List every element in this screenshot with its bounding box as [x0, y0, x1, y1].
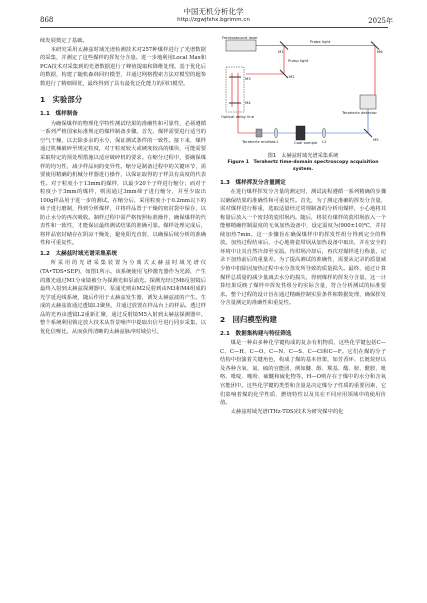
section-heading-1: 1 实验部分 [40, 95, 83, 105]
subsection-heading-1-3: 1.3 煤样挥发分含量测定 [220, 179, 286, 186]
left-column [40, 37, 206, 336]
thz-tds-paragraph: 太赫兹时域光谱(THz-TDS)技术为研究煤中的化 [230, 408, 344, 415]
figure-1-diagram [220, 37, 386, 153]
subsection-heading-1-2: 1.2 太赫兹时域光谱采集系统 [40, 250, 118, 257]
label-m4: M4 [245, 100, 251, 105]
page-number: 868 [40, 16, 54, 24]
journal-url[interactable]: http://zgwjfxhx.bgrimm.cn [177, 17, 250, 23]
section-heading-2: 2 回归模型构建 [220, 314, 277, 324]
label-m1: M1 [278, 49, 284, 54]
label-delay: Optical delay line [221, 114, 255, 119]
intro-paragraph: 本研究采用太赫兹时域光谱检测技术对257种煤样进行了光谱数据的采集，并测定了这些煤样的挥发分含量。进一步地利用Local Max和PCA技术对采集到的光谱数据进行了峰值提取和降维处理。基于优化后的数据，构建了随机森林回归模型，并通过网格搜索方法对模型的超参数进行了精细调优，最终得到了具有最优泛化能力的回归模型。 [40, 46, 206, 87]
journal-title: 中国无机分析化学 [183, 7, 244, 16]
running-header [0, 6, 427, 36]
l2-lens [322, 128, 325, 138]
label-laser: Femtosecond laser [222, 35, 258, 40]
continued-paragraph: 续发展奠定了基础。 [40, 38, 88, 44]
subsection-heading-1-1: 1.1 煤样制备 [40, 111, 78, 118]
acquisition-system-paragraph: 所采用的光谱采集装置为分离式太赫兹时域光谱仪(TA•TDS•SEP)，如图1所示。该系统使用飞秒激光器作为光源，产生的激光通过M1分束镜被分为探测光和泵浦光。探测光经过M6反射镜后最终入射到太赫兹探测器中。泵浦光则由M2反射到由M3和M4组成的光学延迟线系统，随后作用于太赫兹发生器，诱发太赫兹波的产生。生成的太赫兹波通过透镜L1聚焦，并通过放置在样品台上的样品。透过样品的光再由透镜L2重新汇聚，通过反射镜M5入射到太赫兹探测器中。整个系统利用锁定放大技术从背景噪声中提取出信号进行同步采集，以优化信噪比，从而获得清晰的太赫兹脉冲时域信号。 [40, 260, 206, 335]
label-coal: Coal sample [294, 140, 318, 145]
figure-caption-zh: 图1 太赫兹时域光谱采集系统 [267, 153, 339, 159]
label-probe: Probe light [310, 39, 331, 44]
subsection-heading-2-1: 2.1 数据集构建与特征筛选 [220, 330, 292, 337]
label-m6: M6 [377, 49, 383, 54]
header-rule [40, 27, 388, 28]
label-emitter: Terahertz emitter [242, 139, 275, 144]
label-l1: L1 [274, 139, 279, 144]
chemical-bond-paragraph: 煤是一种由多种化学键构成的复杂有机物质，这些化学键包括C—C、C—H、C—O、C—N、C—S、C—Cl和C—F。它们在煤的分子结构中扮演着关键角色，构成了煤的基本骨架，如芳香环、长链烷烃以及各种含氧、氮、硫的官能团，例如醚、醇、羰基、酯、胺、酰胺、吡咯、吡啶、噻吩、硫醚和硫化物等。H—O则存在于煤中的水分和含氧官能团中。这些化学键的类型和含量是决定煤分子性质的重要因素，它们影响着煤的化学性质、燃烧特性以及其在不同应用领域中的使用价值。 [220, 340, 386, 407]
label-l2: L2 [322, 139, 327, 144]
figure-caption-en: Figure 1 Terahertz time-domain spectroscopy acquisition system. [227, 160, 379, 172]
optical-delay-line [226, 67, 244, 112]
label-m2: M2 [289, 74, 295, 79]
publication-year: 2025年 [368, 17, 393, 25]
label-m3: M3 [245, 76, 251, 81]
sample-preparation-paragraph: 为确保煤样的物理化学特性测试结果的准确性和可靠性，必须遵循一系列严格国家标准规定的煤样制备步骤。首先，煤样需要进行适当的空气干燥，以去除多余的水分，保证测试条件的一致性。接下来，煤样通过机械破碎至规定粒度，对于粒度较大或硬度较高的煤块，可能需要采取特定的预处理措施以适应破碎机的要求。在缩分过程中，要确保煤样的均匀性，减少样品间的变异性。缩分是制备过程中的关键环节，需要使用精确的机械分样器进行操作，以保证取得的子样具有高度的代表性。对于粒度小于13mm的煤样，以最少20个子样进行缩分；而对于粒度小于3mm的煤样，则需通过3mm筛子进行缩分，并至少取出100g样品用于进一步的测试。在缩分后，采用粒度小于0.2mm以下的筛子进行磨制，得到分析煤样，并将样品置于干燥的密封袋中保存，以防止水分的再次吸收。制样过程中需严格按照标准操作，确保煤样的代表性和一致性，才能保证最终测试结果的准确可靠。煤样处理完成后，将样品密封储存在阴凉干燥处，避免阳光直射，以确保后续分析的准确性和可重复性。 [40, 120, 206, 247]
coal-sample [296, 126, 305, 140]
terahertz-emitter [256, 129, 262, 137]
label-m5: M5 [373, 137, 379, 142]
terahertz-detector [360, 95, 376, 109]
label-detector: Terahertz detector [342, 110, 377, 115]
laser-box [226, 40, 256, 51]
optical-setup-drawing [220, 37, 386, 153]
label-pump: Pump light [288, 58, 309, 63]
volatile-content-paragraph: 在进行煤样挥发分含量的测定时，测试流程遵循一系列精确的步骤以确保结果的准确性和可重复性。首先，为了测定准确的挥发分含量，需对煤样进行称重，选取适量经过常规制备的分析用煤样，小心地将其称量后放入一个密封的瓷坩埚内。随后，将装有煤样的瓷坩埚放入一个能够精确控制温度的无氧加热设备中，设定温度为(900±10)℃，并持续加热7min。这一步骤旨在确保煤样中的挥发性组分得到完全的释放。加热过程结束后，小心地将瓷坩埚从加热设备中取出，并在安全的环境中让其自然冷却至室温。待坩埚冷却后，再次对煤样进行称量，记录下加热前后的重量差。为了提高测试的准确性，需要从记录的质量减少值中扣除因加热过程中水分蒸发所导致的质量损失。最终，通过计算煤样总质量的减少量减去水分的损失，得到煤样的挥发分含量。这一计算结果反映了煤样中挥发性组分的实际含量，符合分析测试的标准要求。整个过程的设计旨在通过精确控制实验条件和数据处理，确保挥发分含量测定的准确性和重复性。 [220, 189, 386, 307]
right-column [220, 37, 386, 416]
l1-lens [274, 128, 277, 138]
